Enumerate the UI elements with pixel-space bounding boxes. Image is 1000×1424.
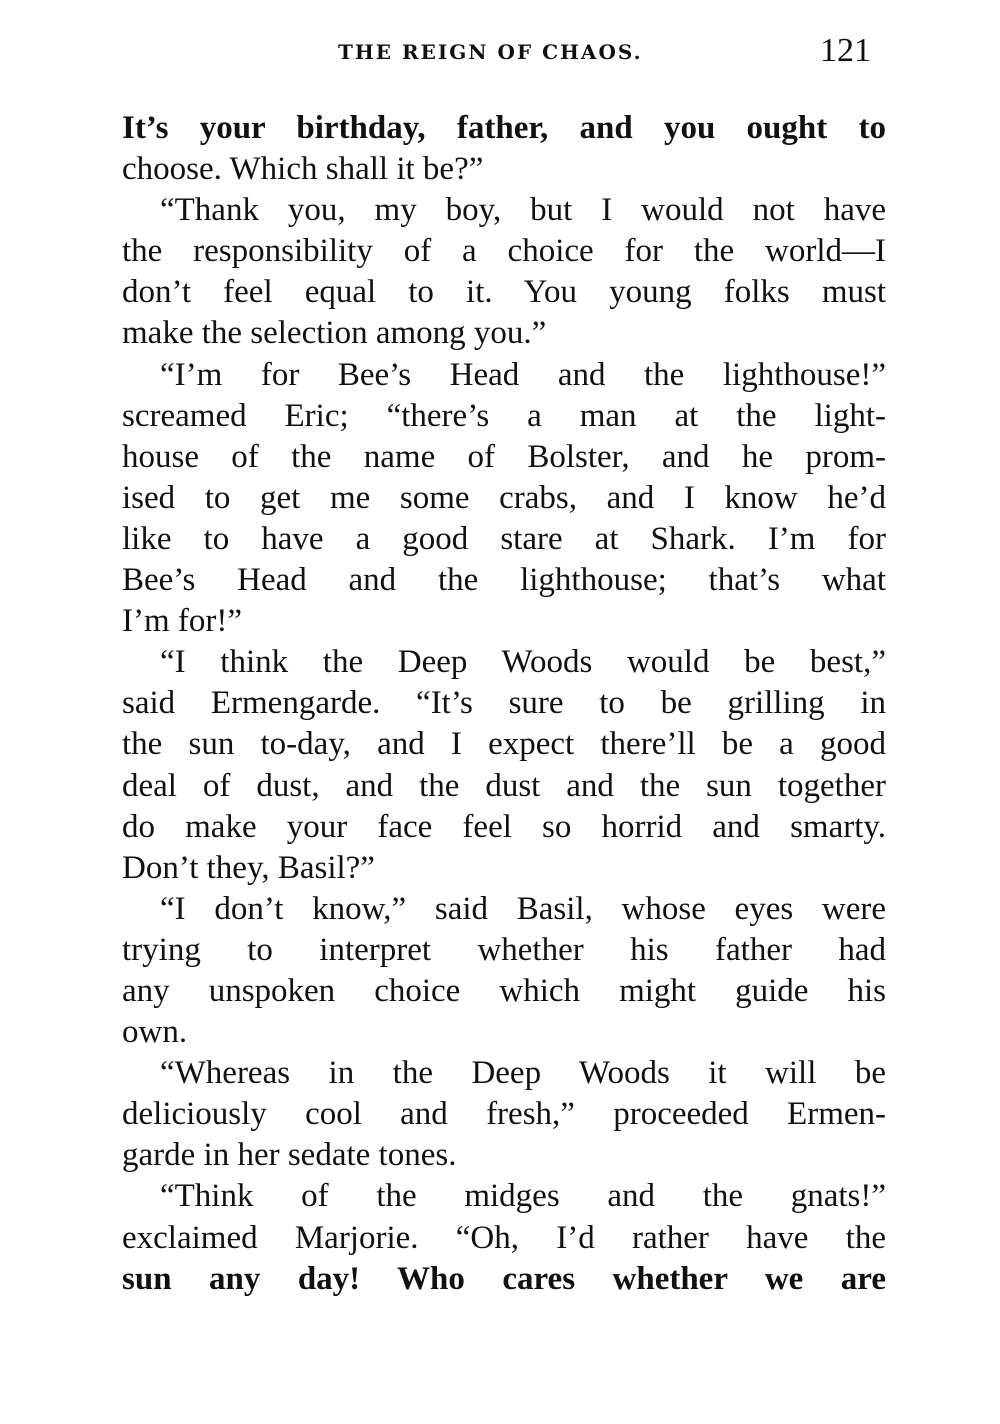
text-line: “I don’t know,” said Basil, whose eyes were bbox=[160, 890, 886, 927]
text-line: deliciously cool and fresh,” proceeded Ermen- bbox=[122, 1096, 886, 1133]
text-line: any unspoken choice which might guide his bbox=[122, 972, 886, 1009]
text-line: It’s your birthday, father, and you ought to bbox=[122, 110, 886, 146]
text-line: Bee’s Head and the lighthouse; that’s what bbox=[122, 562, 886, 599]
text-line: sun any day! Who cares whether we are bbox=[122, 1260, 886, 1297]
text-line: own. bbox=[122, 1014, 188, 1051]
page-number: 121 bbox=[820, 32, 871, 69]
text-line: garde in her sedate tones. bbox=[122, 1137, 457, 1174]
text-line: the responsibility of a choice for the world—I bbox=[122, 233, 886, 270]
text-line: I’m for!” bbox=[122, 603, 243, 640]
text-line: the sun to-day, and I expect there’ll be a good bbox=[122, 726, 886, 763]
text-line: “Thank you, my boy, but I would not have bbox=[160, 192, 886, 229]
text-line: do make your face feel so horrid and smarty. bbox=[122, 808, 886, 845]
text-line: don’t feel equal to it. You young folks must bbox=[122, 274, 886, 311]
text-line: “Think of the midges and the gnats!” bbox=[160, 1178, 886, 1215]
text-line: “I think the Deep Woods would be best,” bbox=[160, 644, 886, 681]
text-line: make the selection among you.” bbox=[122, 315, 547, 352]
text-line: choose. Which shall it be?” bbox=[122, 151, 484, 188]
text-line: house of the name of Bolster, and he prom- bbox=[122, 438, 886, 475]
text-line: “Whereas in the Deep Woods it will be bbox=[160, 1055, 886, 1092]
text-line: trying to interpret whether his father had bbox=[122, 931, 886, 968]
text-line: like to have a good stare at Shark. I’m for bbox=[122, 520, 886, 557]
text-line: screamed Eric; “there’s a man at the light- bbox=[122, 397, 886, 434]
text-line: ised to get me some crabs, and I know he’d bbox=[122, 479, 886, 516]
text-line: Don’t they, Basil?” bbox=[122, 849, 375, 886]
body-text bbox=[122, 108, 886, 1300]
text-line: exclaimed Marjorie. “Oh, I’d rather have the bbox=[122, 1219, 886, 1256]
text-line: deal of dust, and the dust and the sun together bbox=[122, 767, 886, 804]
text-line: said Ermengarde. “It’s sure to be grilling in bbox=[122, 685, 886, 722]
text-line: “I’m for Bee’s Head and the lighthouse!” bbox=[160, 356, 886, 393]
running-title: THE REIGN OF CHAOS. bbox=[338, 40, 643, 64]
